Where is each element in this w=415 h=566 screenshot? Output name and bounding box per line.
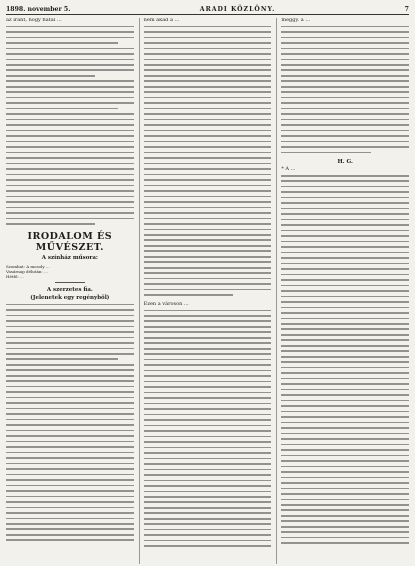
theatre-program bbox=[6, 264, 134, 279]
article-heading: A szerzetes fia. bbox=[46, 286, 93, 293]
column-2 bbox=[139, 18, 272, 564]
divider bbox=[55, 282, 85, 283]
page-number: 7 bbox=[404, 6, 409, 13]
column-3-text: meggy. a ... bbox=[281, 18, 311, 23]
column-1-body-top bbox=[6, 26, 134, 225]
column-2-body-bottom bbox=[144, 310, 272, 547]
column-1-text: az iránt, hogy fiatal ... bbox=[6, 18, 62, 23]
paper-title: ARADI KÖZLÖNY. bbox=[199, 6, 276, 13]
column-2-text: Ezen a városon ... bbox=[143, 300, 189, 307]
column-3-body-bottom bbox=[281, 175, 409, 544]
column-3-text: * A ... bbox=[281, 166, 296, 173]
column-2-body-top bbox=[144, 26, 272, 296]
section-marker: H. G. bbox=[337, 159, 353, 166]
program-line: Vasárnap délután: ... bbox=[6, 268, 48, 274]
program-line: Szombat: A mosoly ... bbox=[6, 263, 50, 269]
page-header bbox=[6, 4, 409, 15]
column-3-body-top bbox=[281, 26, 409, 154]
column-2-text: nem akad a ... bbox=[143, 18, 180, 23]
column-1-body-bottom bbox=[6, 304, 134, 541]
section-subtitle: A színház műsora: bbox=[41, 254, 98, 261]
article-subheading: (Jelenetek egy regényből) bbox=[30, 294, 110, 301]
section-title: IRODALOM ÉS MŰVÉSZET. bbox=[27, 230, 113, 253]
column-3 bbox=[276, 18, 409, 564]
program-line: Hétfő: ... bbox=[6, 273, 24, 279]
issue-date: 1898. november 5. bbox=[6, 6, 71, 13]
column-1 bbox=[6, 18, 134, 564]
